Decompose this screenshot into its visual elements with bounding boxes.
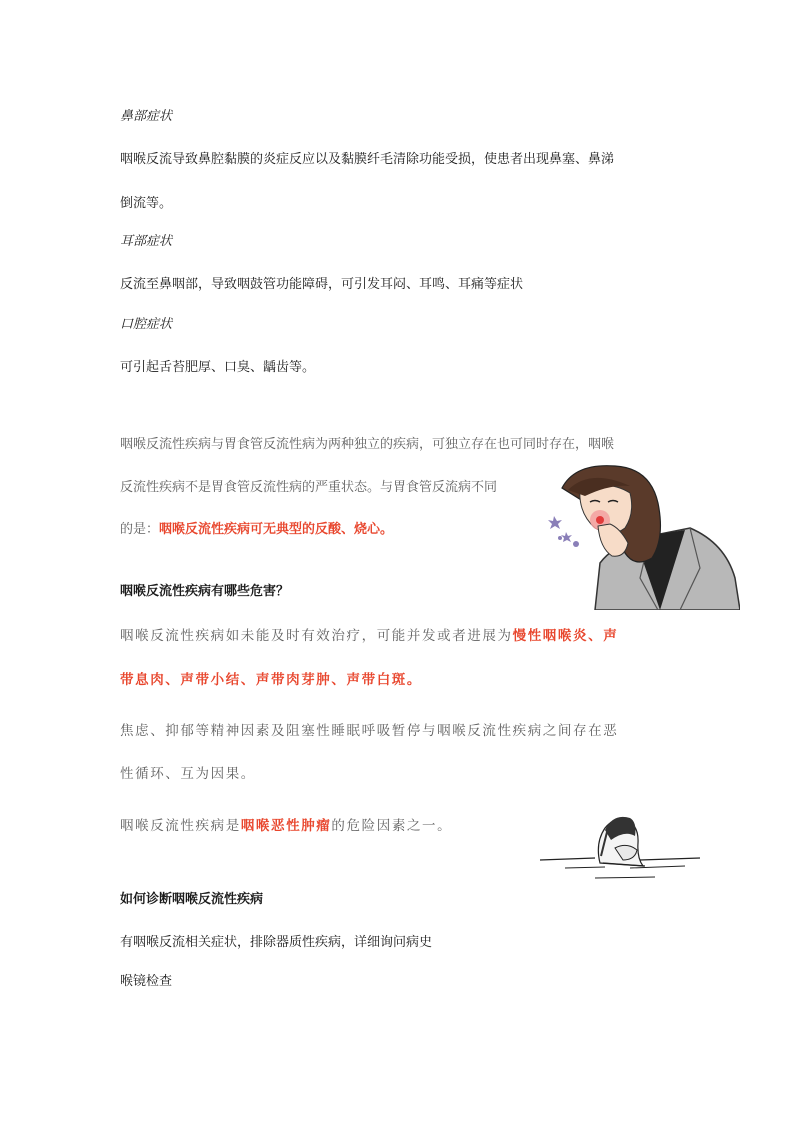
harm-p3-suffix: 的危险因素之一。 [331,818,453,834]
diagnosis-item2: 喉镜检查 [120,974,173,989]
comparison-line3 [120,523,393,537]
sad-person-illustration [535,808,705,888]
harm-p1-highlight-start: 慢性咽喉炎、声 [512,628,619,644]
harm-p3-highlight: 咽喉恶性肿瘤 [240,818,332,834]
oral-symptoms-title: 口腔症状 [120,317,173,332]
harm-heading: 咽喉反流性疾病有哪些危害？ [120,584,290,599]
harm-p3-prefix: 咽喉反流性疾病是 [120,818,241,834]
coughing-woman-illustration [540,458,740,610]
diagnosis-heading: 如何诊断咽喉反流性疾病 [120,892,264,907]
comparison-highlight: 咽喉反流性疾病可无典型的反酸、烧心。 [159,522,394,537]
comparison-line3-prefix: 的是： [120,522,160,537]
ear-symptoms-title: 耳部症状 [120,234,173,249]
nasal-text-line2: 倒流等。 [120,196,173,211]
harm-p1-line2: 带息肉、声带小结、声带肉芽肿、声带白斑。 [120,672,422,688]
comparison-line1: 咽喉反流性疾病与胃食管反流性病为两种独立的疾病，可独立存在也可同时存在，咽喉 [120,437,615,452]
harm-p3 [120,819,452,833]
ear-text: 反流至鼻咽部，导致咽鼓管功能障碍，可引发耳闷、耳鸣、耳痛等症状 [120,277,524,292]
oral-text: 可引起舌苔肥厚、口臭、龋齿等。 [120,360,316,375]
harm-p2-line1: 焦虑、抑郁等精神因素及阻塞性睡眠呼吸暂停与咽喉反流性疾病之间存在恶 [120,723,619,739]
comparison-line2: 反流性疾病不是胃食管反流性病的严重状态。与胃食管反流病不同 [120,480,498,495]
harm-p1-line1 [120,629,618,643]
harm-p2-line2: 性循环、互为因果。 [120,766,256,782]
nasal-text-line1: 咽喉反流导致鼻腔黏膜的炎症反应以及黏膜纤毛清除功能受损，使患者出现鼻塞、鼻涕 [120,152,615,167]
nasal-symptoms-title: 鼻部症状 [120,109,173,124]
harm-p1-prefix: 咽喉反流性疾病如未能及时有效治疗，可能并发或者进展为 [120,628,513,644]
diagnosis-item1: 有咽喉反流相关症状，排除器质性疾病，详细询问病史 [120,935,433,950]
